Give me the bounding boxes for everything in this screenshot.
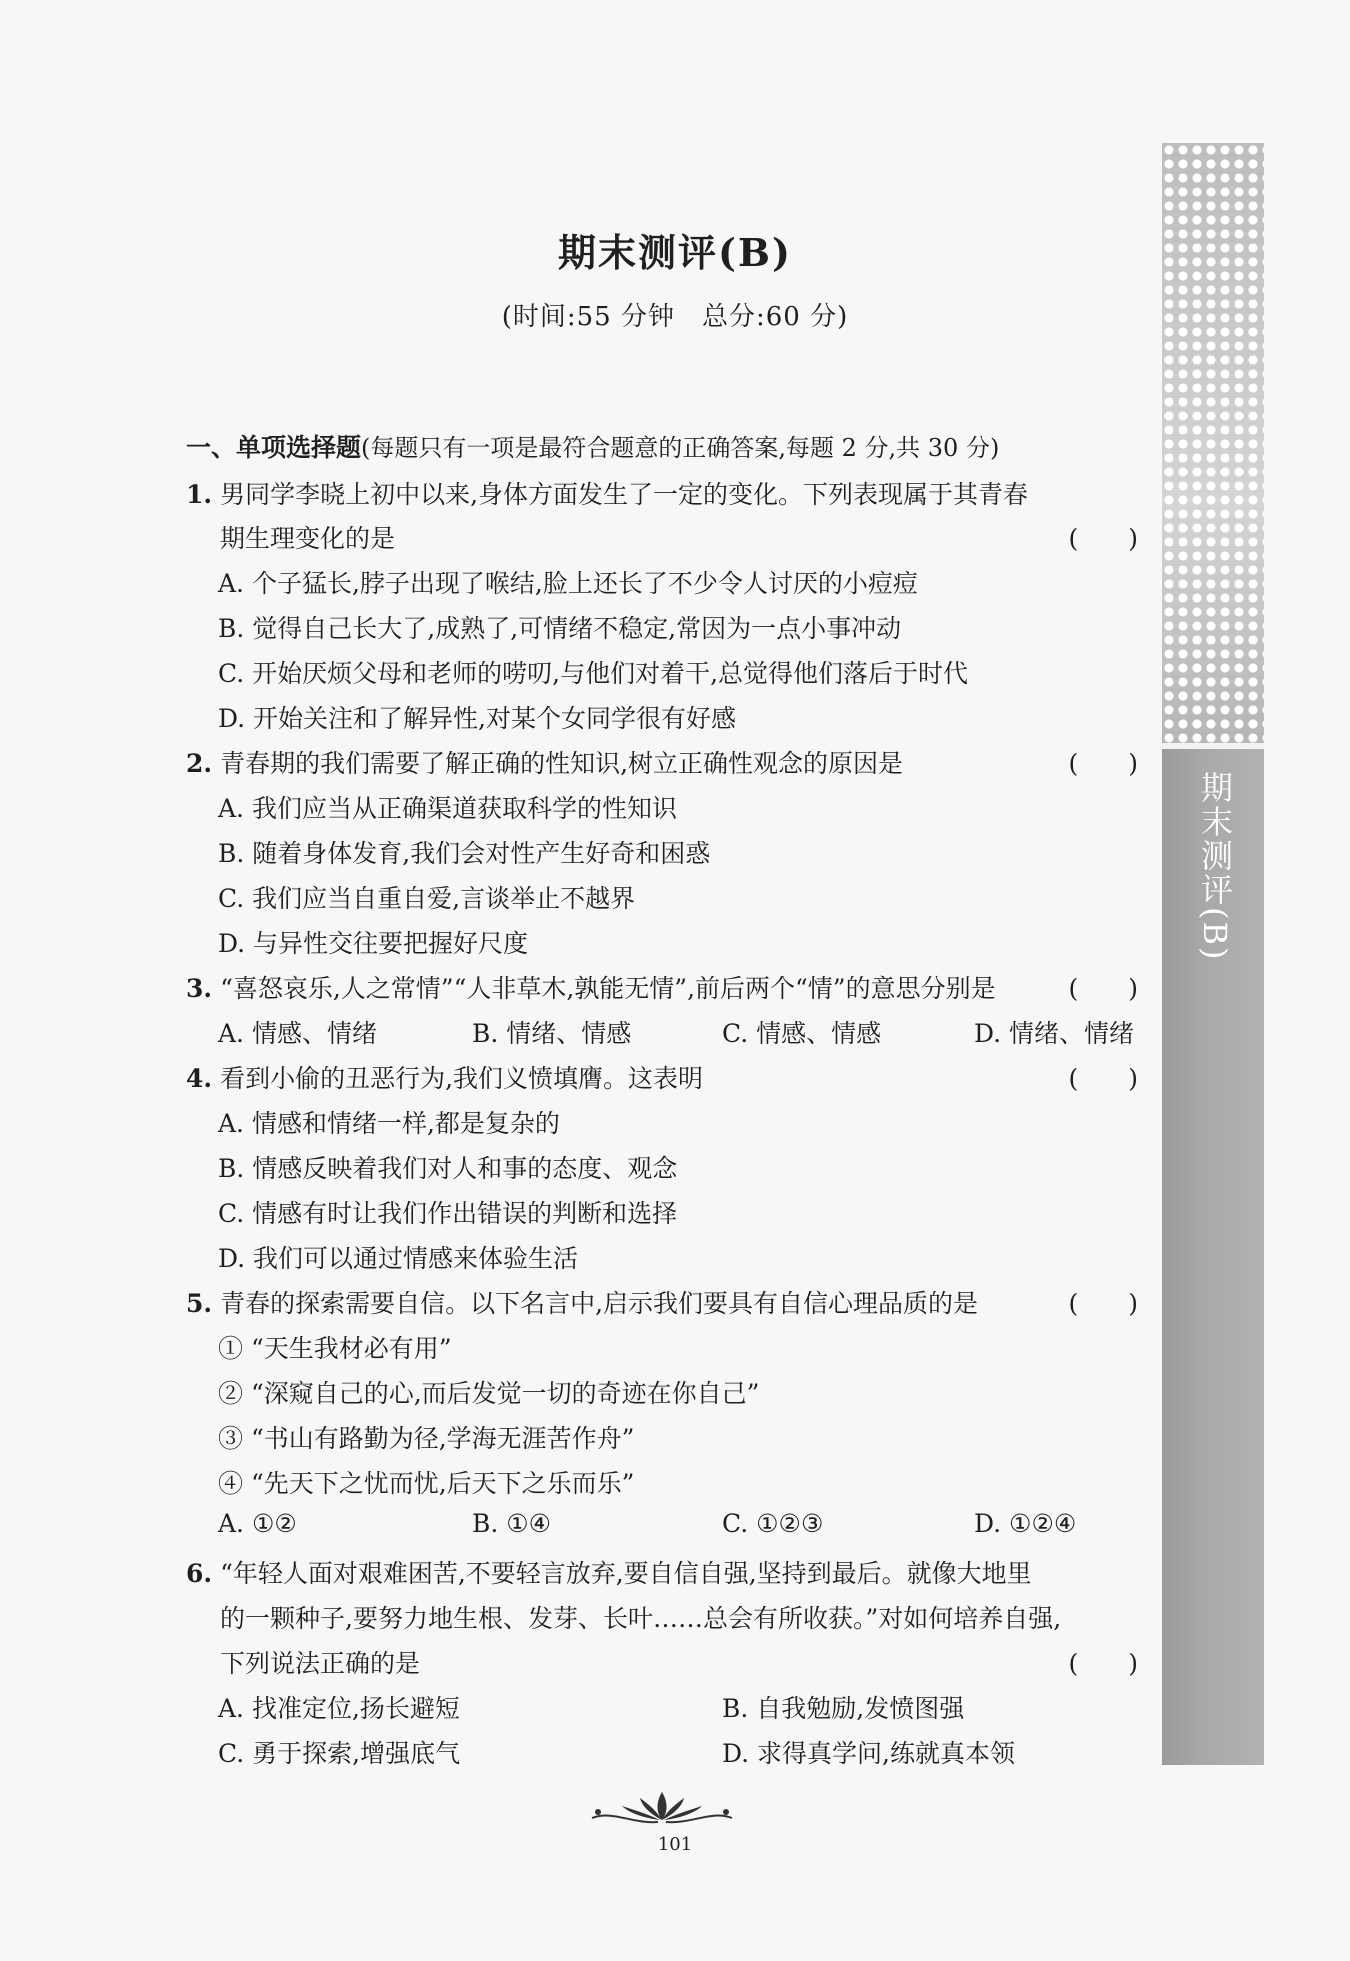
question-1-option-b: B. 觉得自己长大了,成熟了,可情绪不稳定,常因为一点小事冲动	[218, 614, 902, 643]
question-number: 5.	[186, 1289, 213, 1318]
question-4-option-b: B. 情感反映着我们对人和事的态度、观念	[218, 1154, 678, 1183]
question-6-stem-line-2: 的一颗种子,要努力地生根、发芽、长叶……总会有所收获。”对如何培养自强,	[220, 1604, 1062, 1633]
question-5-quote-1: ① “天生我材必有用”	[218, 1334, 452, 1363]
question-number: 1.	[186, 480, 213, 509]
question-3-stem: 3. “喜怒哀乐,人之常情”“人非草木,孰能无情”,前后两个“情”的意思分别是	[186, 974, 996, 1003]
exam-info: (时间:55 分钟 总分:60 分)	[501, 302, 849, 332]
question-6-option-b: B. 自我勉励,发愤图强	[722, 1694, 965, 1723]
answer-blank-5[interactable]: ( )	[1068, 1289, 1138, 1318]
page-number: 101	[657, 1834, 693, 1855]
page-title: 期末测评(B)	[557, 230, 793, 275]
answer-blank-1[interactable]: ( )	[1068, 524, 1138, 553]
question-2-stem: 2. 青春期的我们需要了解正确的性知识,树立正确性观念的原因是	[186, 749, 904, 778]
question-5-quote-4: ④ “先天下之忧而忧,后天下之乐而乐”	[218, 1469, 635, 1498]
question-2-option-a: A. 我们应当从正确渠道获取科学的性知识	[218, 794, 677, 823]
question-4-stem: 4. 看到小偷的丑恶行为,我们义愤填膺。这表明	[186, 1064, 704, 1093]
question-5-quote-3: ③ “书山有路勤为径,学海无涯苦作舟”	[218, 1424, 635, 1453]
question-5-quote-2: ② “深窥自己的心,而后发觉一切的奇迹在你自己”	[218, 1379, 760, 1408]
question-4-option-d: D. 我们可以通过情感来体验生活	[218, 1244, 579, 1273]
answer-blank-4[interactable]: ( )	[1068, 1064, 1138, 1093]
question-1-option-c: C. 开始厌烦父母和老师的唠叨,与他们对着干,总觉得他们落后于时代	[218, 659, 969, 688]
question-2-option-c: C. 我们应当自重自爱,言谈举止不越界	[218, 884, 636, 913]
question-4-option-c: C. 情感有时让我们作出错误的判断和选择	[218, 1199, 678, 1228]
question-number: 6.	[186, 1559, 213, 1588]
question-1-stem-line-2: 期生理变化的是	[220, 524, 396, 553]
section-instructions: (每题只有一项是最符合题意的正确答案,每题 2 分,共 30 分)	[361, 434, 1000, 462]
tab-separator	[1162, 743, 1264, 749]
question-3-option-a: A. 情感、情绪	[218, 1019, 377, 1048]
question-number: 2.	[186, 749, 213, 778]
section-heading	[186, 428, 999, 464]
question-number: 3.	[186, 974, 213, 1003]
question-6-option-d: D. 求得真学问,练就真本领	[722, 1739, 1015, 1768]
question-6-stem-line-3: 下列说法正确的是	[220, 1649, 421, 1678]
question-4-option-a: A. 情感和情绪一样,都是复杂的	[218, 1109, 560, 1138]
answer-blank-3[interactable]: ( )	[1068, 974, 1138, 1003]
question-5-option-c: C. ①②③	[722, 1509, 824, 1538]
question-6-option-a: A. 找准定位,扬长避短	[218, 1694, 460, 1723]
question-1-option-d: D. 开始关注和了解异性,对某个女同学很有好感	[218, 704, 736, 733]
question-5-option-d: D. ①②④	[974, 1509, 1077, 1538]
section-title: 一、单项选择题	[186, 433, 362, 462]
chapter-side-tab	[1162, 143, 1264, 1765]
question-number: 4.	[186, 1064, 213, 1093]
question-6-stem-line-1: 6. “年轻人面对艰难困苦,不要轻言放弃,要自信自强,坚持到最后。就像大地里	[186, 1559, 1032, 1588]
question-5-option-a: A. ①②	[218, 1509, 297, 1538]
question-3-option-c: C. 情感、情感	[722, 1019, 882, 1048]
question-3-option-d: D. 情绪、情绪	[974, 1019, 1135, 1048]
question-2-option-d: D. 与异性交往要把握好尺度	[218, 929, 529, 958]
question-3-option-b: B. 情绪、情感	[472, 1019, 632, 1048]
answer-blank-2[interactable]: ( )	[1068, 749, 1138, 778]
footer-ornament-icon	[582, 1788, 742, 1828]
question-5-option-b: B. ①④	[472, 1509, 552, 1538]
side-tab-label: 期末测评(B)	[1196, 771, 1234, 962]
question-1-stem-line-1: 1. 男同学李晓上初中以来,身体方面发生了一定的变化。下列表现属于其青春	[186, 480, 1029, 509]
question-5-stem: 5. 青春的探索需要自信。以下名言中,启示我们要具有自信心理品质的是	[186, 1289, 979, 1318]
question-6-option-c: C. 勇于探索,增强底气	[218, 1739, 461, 1768]
answer-blank-6[interactable]: ( )	[1068, 1649, 1138, 1678]
question-2-option-b: B. 随着身体发育,我们会对性产生好奇和困惑	[218, 839, 711, 868]
question-1-option-a: A. 个子猛长,脖子出现了喉结,脸上还长了不少令人讨厌的小痘痘	[218, 569, 918, 598]
